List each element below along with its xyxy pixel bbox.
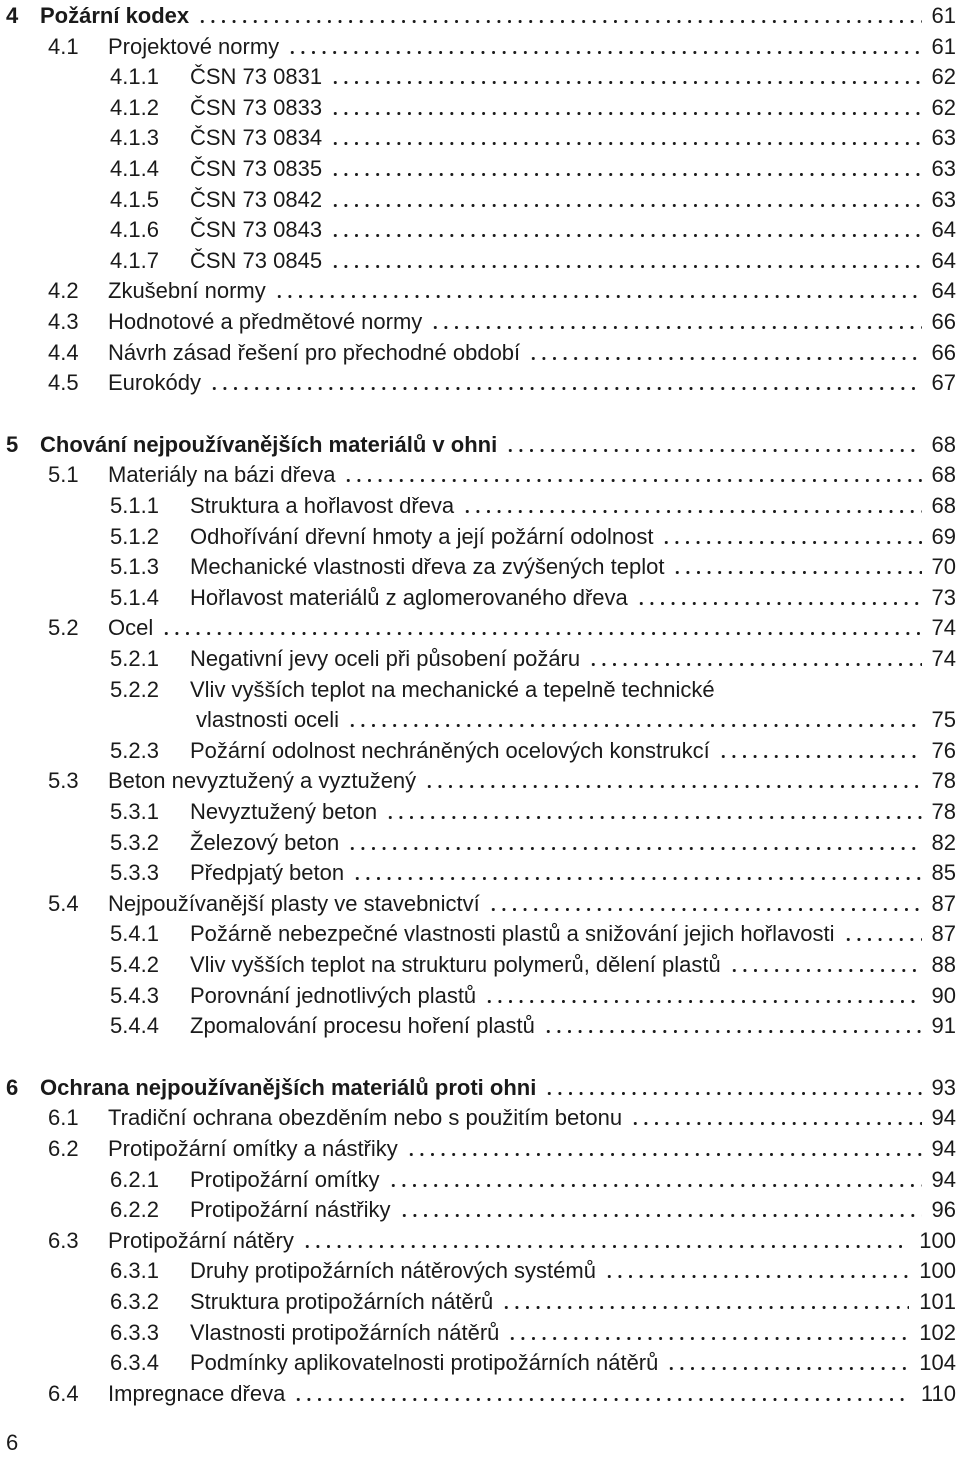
dot-leader <box>630 1122 922 1125</box>
toc-number: 5.1.3 <box>110 554 159 580</box>
toc-page-number: 101 <box>913 1286 956 1317</box>
toc-entry <box>0 214 960 245</box>
toc-entry <box>0 551 960 582</box>
toc-chapter <box>0 429 960 460</box>
toc-entry <box>0 1010 960 1041</box>
toc-number: 5.2 <box>48 615 79 641</box>
toc-entry <box>0 1133 960 1164</box>
toc-title: Odhořívání dřevní hmoty a její požární odolnost <box>190 521 657 552</box>
toc-number: 6.3.3 <box>110 1319 159 1345</box>
toc-title: ČSN 73 0834 <box>190 122 326 153</box>
toc-entry <box>0 949 960 980</box>
toc-entry <box>0 980 960 1011</box>
toc-number: 4.1 <box>48 33 79 59</box>
toc-title: Vliv vyšších teplot na mechanické a tepelně technické <box>190 674 719 705</box>
toc-page-number: 75 <box>926 704 956 735</box>
toc-page-number: 63 <box>926 184 956 215</box>
toc-page-number: 74 <box>926 643 956 674</box>
toc-title: Materiály na bázi dřeva <box>108 459 339 490</box>
toc-title: Požární odolnost nechráněných ocelových konstrukcí <box>190 735 714 766</box>
toc-entry <box>0 337 960 368</box>
toc-page-number: 96 <box>926 1194 956 1225</box>
toc-entry <box>0 1194 960 1225</box>
toc-page-number: 87 <box>926 888 956 919</box>
dot-leader <box>330 81 922 84</box>
toc-number: 5.3 <box>48 768 79 794</box>
dot-leader <box>330 265 922 268</box>
toc-page-number: 94 <box>926 1164 956 1195</box>
dot-leader <box>209 387 922 390</box>
toc-title: Hodnotové a předmětové normy <box>108 306 426 337</box>
dot-leader <box>843 938 922 941</box>
toc-page-number: 67 <box>926 367 956 398</box>
toc-page-number: 76 <box>926 735 956 766</box>
toc-title: ČSN 73 0843 <box>190 214 326 245</box>
dot-leader <box>462 510 922 513</box>
toc-entry <box>0 643 960 674</box>
toc-entry <box>0 857 960 888</box>
toc-title: Struktura a hořlavost dřeva <box>190 490 458 521</box>
toc-page-number: 74 <box>926 612 956 643</box>
toc-number: 5.4.1 <box>110 921 159 947</box>
toc-page-number: 94 <box>926 1133 956 1164</box>
toc-title: ČSN 73 0831 <box>190 61 326 92</box>
toc-number: 6.3.4 <box>110 1350 159 1376</box>
toc-page-number: 93 <box>926 1072 956 1103</box>
toc-page-number: 110 <box>915 1378 956 1409</box>
toc-entry <box>0 31 960 62</box>
toc-entry <box>0 122 960 153</box>
dot-leader <box>330 142 922 145</box>
toc-title: Požární kodex <box>40 0 193 31</box>
dot-leader <box>672 571 922 574</box>
toc-title: Druhy protipožárních nátěrových systémů <box>190 1255 600 1286</box>
toc-entry <box>0 735 960 766</box>
toc-number: 5.1.2 <box>110 523 159 549</box>
toc-title: Impregnace dřeva <box>108 1378 289 1409</box>
toc-page-number: 102 <box>913 1317 956 1348</box>
toc-entry <box>0 612 960 643</box>
toc-title: Chování nejpoužívanějších materiálů v ohni <box>40 429 501 460</box>
toc-title: Předpjatý beton <box>190 857 348 888</box>
toc-page-number: 68 <box>926 459 956 490</box>
toc-number: 4.1.2 <box>110 94 159 120</box>
toc-page-number: 88 <box>926 949 956 980</box>
dot-leader <box>507 1337 909 1340</box>
toc-page-number: 94 <box>926 1102 956 1133</box>
toc-number: 5.4 <box>48 890 79 916</box>
toc-page-number: 62 <box>926 92 956 123</box>
toc-number: 4.1.1 <box>110 64 159 90</box>
toc-page-number: 70 <box>926 551 956 582</box>
toc-page-number: 73 <box>926 582 956 613</box>
toc-title: Návrh zásad řešení pro přechodné období <box>108 337 524 368</box>
dot-leader <box>424 785 922 788</box>
toc-entry <box>0 1255 960 1286</box>
toc-title: Tradiční ochrana obezděním nebo s použitím betonu <box>108 1102 626 1133</box>
toc-entry <box>0 888 960 919</box>
toc-number: 4.1.6 <box>110 217 159 243</box>
toc-number: 5.4.2 <box>110 952 159 977</box>
dot-leader <box>588 663 922 666</box>
toc-page-number: 69 <box>926 521 956 552</box>
toc-number: 4.1.4 <box>110 156 159 181</box>
dot-leader <box>661 541 922 544</box>
toc-title: ČSN 73 0845 <box>190 245 326 276</box>
toc-number: 4.1.3 <box>110 125 159 151</box>
toc-number: 6.3.2 <box>110 1289 159 1314</box>
toc-title: Negativní jevy oceli při působení požáru <box>190 643 584 674</box>
dot-leader <box>544 1092 922 1095</box>
toc-chapter <box>0 1072 960 1103</box>
toc-entry <box>0 796 960 827</box>
toc-title: ČSN 73 0833 <box>190 92 326 123</box>
toc-number: 6.2.2 <box>110 1197 159 1223</box>
toc-title: Nejpoužívanější plasty ve stavebnictví <box>108 888 484 919</box>
dot-leader <box>406 1153 922 1156</box>
toc-page-number: 61 <box>926 0 956 31</box>
toc-title: ČSN 73 0842 <box>190 184 326 215</box>
toc-number: 4.1.5 <box>110 186 159 212</box>
toc-number: 5 <box>6 431 19 457</box>
toc-page-number: 91 <box>926 1010 956 1041</box>
toc-title: Projektové normy <box>108 31 283 62</box>
toc-title: Mechanické vlastnosti dřeva za zvýšených teplot <box>190 551 668 582</box>
dot-leader <box>330 173 922 176</box>
toc-entry <box>0 367 960 398</box>
dot-leader <box>666 1367 909 1370</box>
toc-number: 5.3.2 <box>110 829 159 855</box>
dot-leader <box>161 632 922 635</box>
toc-entry <box>0 521 960 552</box>
toc-title: Ochrana nejpoužívanějších materiálů proti ohni <box>40 1072 540 1103</box>
dot-leader <box>636 602 922 605</box>
toc-title: Porovnání jednotlivých plastů <box>190 980 480 1011</box>
dot-leader <box>543 1030 922 1033</box>
toc-title: Nevyztužený beton <box>190 796 381 827</box>
toc-title: Beton nevyztužený a vyztužený <box>108 765 420 796</box>
toc-number: 5.1.1 <box>110 493 159 518</box>
dot-leader <box>330 112 922 115</box>
toc-page-number: 82 <box>926 827 956 858</box>
toc-entry <box>0 275 960 306</box>
toc-page-number: 104 <box>913 1347 956 1378</box>
toc-title: Požárně nebezpečné vlastnosti plastů a snižování jejich hořlavosti <box>190 918 839 949</box>
dot-leader <box>197 20 922 23</box>
toc-entry <box>0 1164 960 1195</box>
dot-leader <box>430 326 922 329</box>
toc-page-number: 68 <box>926 490 956 521</box>
dot-leader <box>274 295 922 298</box>
toc-number: 5.3.3 <box>110 860 159 886</box>
toc-entry <box>0 92 960 123</box>
toc-number: 6.3.1 <box>110 1258 159 1284</box>
dot-leader <box>604 1275 909 1278</box>
dot-leader <box>484 1000 922 1003</box>
toc-number: 4.2 <box>48 278 79 304</box>
toc-page-number: 62 <box>926 61 956 92</box>
toc-title: Protipožární omítky <box>190 1164 384 1195</box>
toc-page-number: 100 <box>913 1255 956 1286</box>
toc-number: 5.3.1 <box>110 799 159 824</box>
toc-number: 5.1 <box>48 462 79 488</box>
dot-leader <box>385 816 922 819</box>
toc-title: Protipožární nástřiky <box>190 1194 395 1225</box>
toc-title: Protipožární omítky a nástřiky <box>108 1133 402 1164</box>
toc-title: vlastnosti oceli <box>196 704 343 735</box>
toc-page-number: 78 <box>926 765 956 796</box>
toc-entry <box>0 306 960 337</box>
toc-entry <box>0 704 960 735</box>
toc-page-number: 68 <box>926 429 956 460</box>
toc-entry <box>0 582 960 613</box>
toc-entry <box>0 827 960 858</box>
toc-entry <box>0 1378 960 1409</box>
dot-leader <box>302 1245 909 1248</box>
dot-leader <box>488 908 922 911</box>
toc-entry <box>0 459 960 490</box>
dot-leader <box>352 877 922 880</box>
toc-page-number: 85 <box>926 857 956 888</box>
toc-number: 6.1 <box>48 1105 79 1131</box>
toc-title: Zpomalování procesu hoření plastů <box>190 1010 539 1041</box>
dot-leader <box>505 449 922 452</box>
toc-chapter <box>0 0 960 31</box>
dot-leader <box>528 357 922 360</box>
dot-leader <box>501 1306 909 1309</box>
toc-entry <box>0 1286 960 1317</box>
toc-entry <box>0 674 960 705</box>
toc-number: 6.3 <box>48 1227 79 1253</box>
dot-leader <box>347 847 922 850</box>
toc-number: 6 <box>6 1074 19 1100</box>
toc-entry <box>0 153 960 184</box>
toc-page-number: 64 <box>926 245 956 276</box>
toc-page-number: 63 <box>926 122 956 153</box>
dot-leader <box>293 1398 911 1401</box>
toc-number: 4 <box>6 3 19 28</box>
dot-leader <box>718 755 922 758</box>
toc-page-number: 87 <box>926 918 956 949</box>
toc-title: Železový beton <box>190 827 343 858</box>
toc-number: 6.2 <box>48 1136 79 1161</box>
toc-title: ČSN 73 0835 <box>190 153 326 184</box>
toc-title: Eurokódy <box>108 367 205 398</box>
toc-title: Hořlavost materiálů z aglomerovaného dřeva <box>190 582 632 613</box>
toc-page-number: 66 <box>926 337 956 368</box>
toc-title: Protipožární nátěry <box>108 1225 298 1256</box>
toc-number: 4.4 <box>48 339 79 365</box>
toc-entry <box>0 765 960 796</box>
toc-entry <box>0 61 960 92</box>
toc-title: Struktura protipožárních nátěrů <box>190 1286 497 1317</box>
toc-entry <box>0 1317 960 1348</box>
toc-number: 5.2.1 <box>110 646 159 671</box>
page-number: 6 <box>6 1430 19 1455</box>
toc-page-number: 61 <box>926 31 956 62</box>
toc-entry <box>0 1102 960 1133</box>
toc-page-number: 100 <box>913 1225 956 1256</box>
toc-number: 6.4 <box>48 1380 79 1406</box>
toc-entry <box>0 184 960 215</box>
toc-entry <box>0 918 960 949</box>
toc-title: Zkušební normy <box>108 275 270 306</box>
dot-leader <box>399 1214 922 1217</box>
toc-number: 5.4.4 <box>110 1013 159 1039</box>
dot-leader <box>330 234 922 237</box>
toc-number: 6.2.1 <box>110 1166 159 1192</box>
toc-entry <box>0 490 960 521</box>
dot-leader <box>343 479 922 482</box>
dot-leader <box>347 724 922 727</box>
toc-number: 5.4.3 <box>110 982 159 1008</box>
toc-title: Ocel <box>108 612 157 643</box>
toc-page-number: 64 <box>926 275 956 306</box>
toc-number: 5.2.2 <box>110 676 159 702</box>
dot-leader <box>330 204 922 207</box>
dot-leader <box>388 1184 922 1187</box>
toc-entry <box>0 1347 960 1378</box>
toc-page-number: 64 <box>926 214 956 245</box>
toc-page-number: 90 <box>926 980 956 1011</box>
toc-page-number: 78 <box>926 796 956 827</box>
toc-number: 4.5 <box>48 370 79 396</box>
toc-number: 5.1.4 <box>110 584 159 610</box>
toc-page-number: 63 <box>926 153 956 184</box>
toc-number: 5.2.3 <box>110 737 159 763</box>
toc-entry <box>0 1225 960 1256</box>
dot-leader <box>287 51 922 54</box>
dot-leader <box>729 969 922 972</box>
toc-page-number: 66 <box>926 306 956 337</box>
toc-number: 4.1.7 <box>110 247 159 273</box>
toc-title: Podmínky aplikovatelnosti protipožárních nátěrů <box>190 1347 662 1378</box>
toc-title: Vlastnosti protipožárních nátěrů <box>190 1317 503 1348</box>
toc-number: 4.3 <box>48 309 79 334</box>
toc-title: Vliv vyšších teplot na strukturu polymerů, dělení plastů <box>190 949 725 980</box>
toc-entry <box>0 245 960 276</box>
